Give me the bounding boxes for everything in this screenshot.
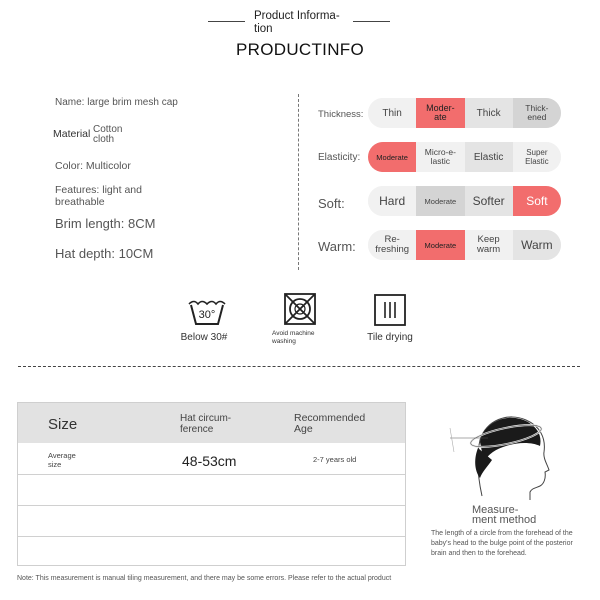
info-color: Color: Multicolor xyxy=(55,160,131,172)
header-line-left xyxy=(208,21,245,22)
header-circumference: Hat circum- ference xyxy=(180,413,232,435)
vertical-divider xyxy=(298,94,299,270)
rating-option: Keep warm xyxy=(465,230,513,260)
info-material-value: Cotton cloth xyxy=(93,124,123,145)
head-measurement-illustration xyxy=(448,408,558,504)
table-row xyxy=(18,444,405,474)
cell-size: Average size xyxy=(48,451,76,469)
wash-30-icon xyxy=(188,295,226,327)
rating-label-warm: Warm: xyxy=(318,239,356,254)
size-table xyxy=(17,402,406,566)
cell-circumference: 48-53cm xyxy=(182,453,237,469)
header-size: Size xyxy=(48,416,78,433)
care-label-machine: Avoid machine washing xyxy=(272,330,315,345)
no-machine-wash-icon xyxy=(283,292,317,326)
rating-option-selected: Soft xyxy=(513,186,561,216)
info-material-label: Material xyxy=(53,128,91,140)
horizontal-divider xyxy=(18,366,580,367)
info-depth: Hat depth: 10CM xyxy=(55,246,154,261)
table-header xyxy=(18,403,405,443)
rating-option: Thin xyxy=(368,98,416,128)
footnote: Note: This measurement is manual tiling measurement, and there may be some errors. Please refer to the actual product xyxy=(17,575,392,582)
rating-thickness xyxy=(368,98,561,128)
rating-label-elasticity: Elasticity: xyxy=(318,152,361,163)
rating-option-selected: Moderate xyxy=(368,142,416,172)
page-title: PRODUCTINFO xyxy=(236,40,364,59)
row-divider xyxy=(18,505,405,506)
rating-option-selected: Moder- ate xyxy=(416,98,464,128)
rating-option: Thick- ened xyxy=(513,98,561,128)
info-name: Name: large brim mesh cap xyxy=(55,97,178,108)
rating-warm xyxy=(368,230,561,260)
rating-label-soft: Soft: xyxy=(318,196,345,211)
svg-text:30°: 30° xyxy=(198,309,216,321)
header-subtitle: Product Informa- tion xyxy=(254,10,340,35)
rating-option: Elastic xyxy=(465,142,513,172)
row-divider xyxy=(18,536,405,537)
rating-option: Super Elastic xyxy=(513,142,561,172)
rating-option: Re- freshing xyxy=(368,230,416,260)
header-age: Recommended Age xyxy=(294,412,366,435)
rating-option: Moderate xyxy=(416,186,464,216)
rating-option: Softer xyxy=(465,186,513,216)
rating-option: Hard xyxy=(368,186,416,216)
rating-option: Thick xyxy=(465,98,513,128)
care-label-wash: Below 30# xyxy=(180,332,228,343)
measurement-title: Measure- ment method xyxy=(472,504,537,526)
info-brim: Brim length: 8CM xyxy=(55,216,156,231)
header-line-right xyxy=(353,21,390,22)
row-divider xyxy=(18,474,405,475)
cell-age: 2-7 years old xyxy=(313,455,357,464)
care-label-tile: Tile drying xyxy=(367,332,413,343)
info-features: Features: light and breathable xyxy=(55,184,142,208)
rating-option: Micro-e- lastic xyxy=(416,142,464,172)
rating-label-thickness: Thickness: xyxy=(318,109,364,120)
measurement-description: The length of a circle from the forehead of the baby's head to the bulge point of the posterior brain and then to the forehead. xyxy=(431,530,573,557)
rating-option: Warm xyxy=(513,230,561,260)
rating-elasticity xyxy=(368,142,561,172)
rating-soft xyxy=(368,186,561,216)
tile-drying-icon xyxy=(373,293,407,327)
rating-option-selected: Moderate xyxy=(416,230,464,260)
